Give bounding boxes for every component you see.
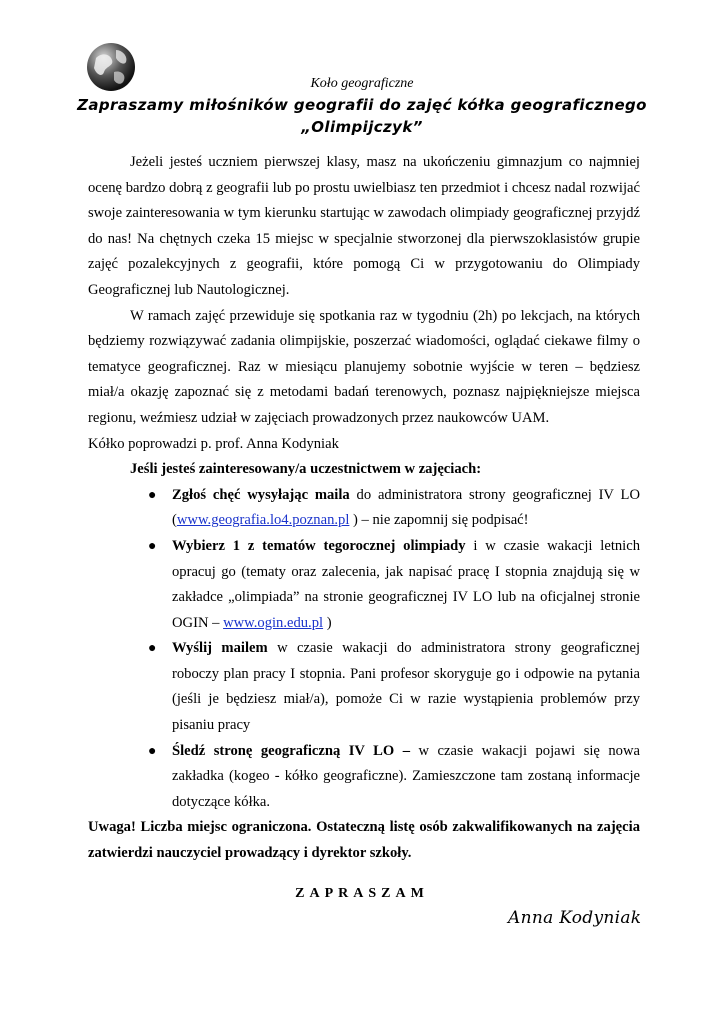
bullet-text: ) [323,614,332,631]
bullet-bold: Zgłoś chęć wysyłając maila [172,486,350,503]
bullet-text: do administratora strony geograficznej IV LO ( [172,486,640,529]
bullet-bold: Wyślij mailem [172,640,268,657]
bullet-dot-icon: ● [148,538,157,554]
list-item [88,483,640,534]
bullet-text: i w czasie wakacji letnich opracuj go (tematy oraz zalecenia, jak napisać pracę I stopnia znajdują się w zakładce „olimpiada” na stronie geograficznej IV LO lub na oficjalnej stronie OGIN – [172,537,640,631]
document-subtitle: Koło geograficzne [310,76,414,91]
list-item [88,739,640,816]
bullet-text: w czasie wakacji do administratora strony geograficznej roboczy plan pracy I stopnia. Pani profesor skoryguje go i odpowie na pytania (jeśli je będziesz miał/a), pomoże Ci w razie wystąpienia problemów przy pisaniu pracy [172,640,641,734]
ogin-link[interactable]: www.ogin.edu.pl [223,614,324,631]
document-title [70,94,654,138]
document-body [88,150,640,867]
list-item [88,636,640,738]
bullet-text: ) – nie zapomnij się podpisać! [349,512,529,529]
paragraph-intro: Jeżeli jesteś uczniem pierwszej klasy, masz na ukończeniu gimnazjum co najmniej ocenę bardzo dobrą z geografii lub po prostu uwielbiasz ten przedmiot i chcesz nadal rozwijać swoje zainteresowania w tym kierunku startując w zawodach olimpiady geograficznej przyjdź do nas! Na chętnych czeka 15 miejsc w specjalnie stworzonej dla pierwszoklasistów grupie zajęć pozalekcyjnych z geografii, które pomogą Ci w przygotowaniu do Olimpiady Geograficznej lub Nautologicznej. [88,154,640,298]
signature: Anna Kodyniak [508,908,642,928]
bullet-bold: Śledź stronę geograficzną IV LO – [172,742,411,759]
title-line-2: „Olimpijczyk” [301,118,423,136]
bullet-dot-icon: ● [148,487,157,503]
list-item [88,534,640,636]
geografia-link[interactable]: www.geografia.lo4.poznan.pl [176,512,350,529]
title-line-1: Zapraszamy miłośników geografii do zajęć kółka geograficznego [77,96,647,114]
invite-heading: ZAPRASZAM [295,886,429,901]
steps-list [88,483,640,816]
paragraph-teacher: Kółko poprowadzi p. prof. Anna Kodyniak [88,435,339,452]
bullet-text: w czasie wakacji pojawi się nowa zakładka (kogeo - kółko geograficzne). Zamieszczone tam zostaną informacje dotyczące kółka. [172,742,640,810]
warning-note: Uwaga! Liczba miejsc ograniczona. Ostateczną listę osób zakwalifikowanych na zajęcia zatwierdzi nauczyciel prowadzący i dyrektor szkoły. [88,819,640,862]
bullet-dot-icon: ● [148,743,157,759]
bullets-lead: Jeśli jesteś zainteresowany/a uczestnictwem w zajęciach: [130,461,482,478]
bullet-dot-icon: ● [148,641,157,657]
paragraph-schedule: W ramach zajęć przewiduje się spotkania raz w tygodniu (2h) po lekcjach, na których będziemy rozwiązywać zadania olimpijskie, poszerzać wiadomości, oglądać ciekawe filmy o tematyce geograficznej. Raz w miesiącu planujemy sobotnie wyjście w teren – będziesz miał/a okazję zapoznać się z metodami badań terenowych, poznasz najpiękniejsze miejsca regionu, weźmiesz udział w zajęciach prowadzonych przez naukowców UAM. [88,307,640,426]
bullet-bold: Wybierz 1 z tematów tegorocznej olimpiady [172,537,466,554]
